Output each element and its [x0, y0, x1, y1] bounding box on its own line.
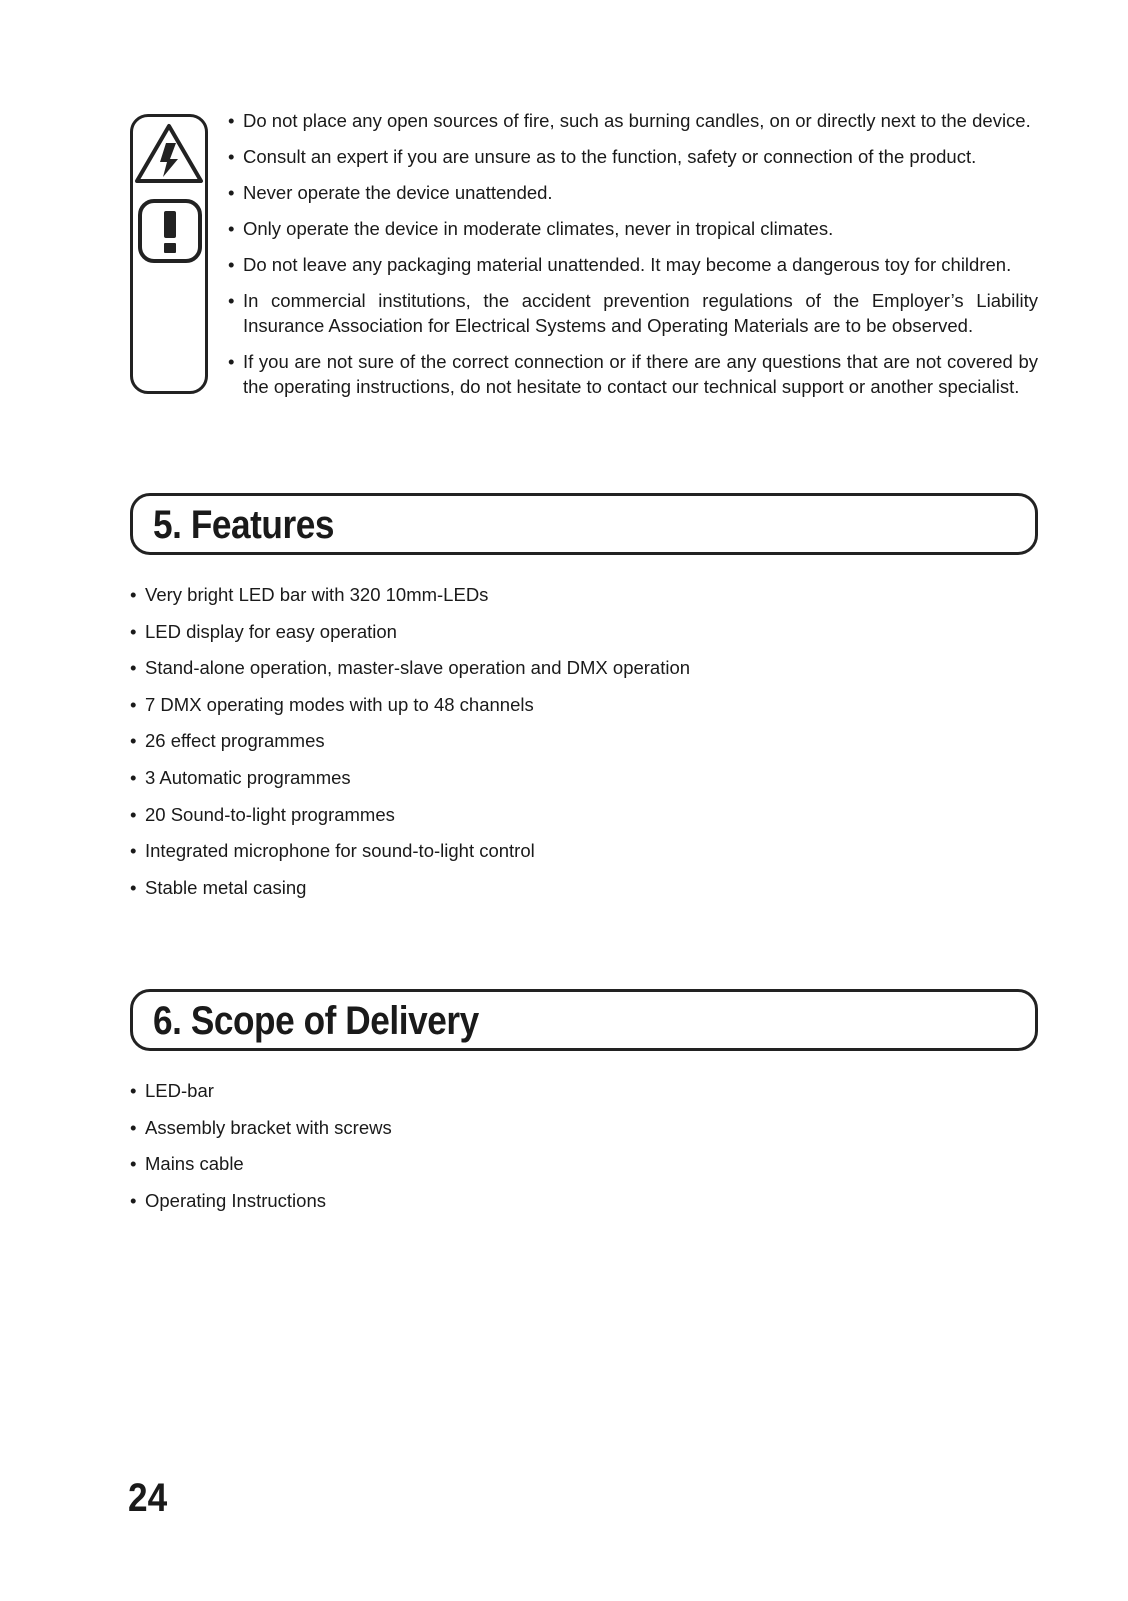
- high-voltage-warning-icon: [137, 126, 201, 181]
- bullet: •: [130, 584, 137, 605]
- list-item-text: Never operate the device unattended.: [243, 182, 553, 203]
- list-item: [130, 876, 830, 900]
- list-item: [130, 729, 830, 753]
- list-item-text: Assembly bracket with screws: [145, 1116, 392, 1138]
- bullet: •: [130, 1153, 137, 1175]
- list-item-text: If you are not sure of the correct connection or if there are any questions that are not covered by the operating instructions, do not hesitate to contact our technical support or another specialist.: [243, 351, 1038, 397]
- list-item: [228, 216, 1038, 241]
- list-item-text: 20 Sound-to-light programmes: [145, 803, 395, 825]
- list-item-text: Do not place any open sources of fire, such as burning candles, on or directly next to the device.: [243, 110, 1031, 131]
- list-item: [130, 1189, 830, 1213]
- warning-icon-panel: [130, 114, 208, 394]
- features-heading: 5. Features: [153, 503, 335, 547]
- bullet: •: [130, 876, 137, 898]
- bullet: •: [228, 254, 235, 275]
- bullet: •: [130, 840, 137, 862]
- warning-icons: [133, 117, 211, 397]
- list-item: [228, 288, 1038, 338]
- list-item-text: Very bright LED bar with 320 10mm-LEDs: [145, 584, 489, 605]
- list-item: [130, 766, 830, 790]
- list-item: [130, 1116, 830, 1140]
- list-item: [130, 839, 830, 863]
- list-item: [130, 1079, 830, 1103]
- delivery-list: [130, 1079, 830, 1225]
- list-item-text: 26 effect programmes: [145, 730, 325, 752]
- bullet: •: [130, 1189, 137, 1211]
- bullet: •: [228, 146, 235, 167]
- list-item: [130, 583, 830, 607]
- bullet: •: [228, 182, 235, 203]
- list-item: [130, 620, 830, 644]
- list-item: [130, 693, 830, 717]
- exclamation-warning-icon: [140, 201, 200, 261]
- list-item-text: In commercial institutions, the accident prevention regulations of the Employer’s Liability Insurance Association for Electrical Systems and Operating Materials are to be observed.: [243, 290, 1038, 336]
- features-list: [130, 583, 830, 912]
- bullet: •: [130, 620, 137, 642]
- list-item-text: LED-bar: [145, 1080, 214, 1101]
- list-item: [130, 803, 830, 827]
- list-item: [228, 180, 1038, 205]
- list-item-text: Operating Instructions: [145, 1189, 326, 1211]
- list-item-text: Only operate the device in moderate climates, never in tropical climates.: [243, 218, 834, 239]
- list-item-text: Stand-alone operation, master-slave operation and DMX operation: [145, 657, 691, 679]
- bullet: •: [130, 693, 137, 715]
- features-section-header: [130, 493, 1038, 555]
- delivery-section-header: [130, 989, 1038, 1051]
- bullet: •: [130, 1116, 137, 1138]
- bullet: •: [130, 657, 137, 679]
- page-number: 24: [128, 1476, 168, 1520]
- list-item-text: 3 Automatic programmes: [145, 766, 351, 788]
- bullet: •: [130, 803, 137, 825]
- list-item-text: Do not leave any packaging material unattended. It may become a dangerous toy for children.: [243, 254, 1012, 275]
- bullet: •: [228, 110, 235, 131]
- list-item-text: Consult an expert if you are unsure as to the function, safety or connection of the product.: [243, 146, 977, 167]
- list-item: [228, 144, 1038, 169]
- list-item-text: Integrated microphone for sound-to-light control: [145, 840, 535, 862]
- bullet: •: [228, 290, 235, 311]
- delivery-heading: 6. Scope of Delivery: [153, 999, 479, 1043]
- bullet: •: [130, 730, 137, 752]
- bullet: •: [228, 218, 235, 239]
- list-item-text: Stable metal casing: [145, 876, 307, 898]
- list-item: [228, 349, 1038, 399]
- list-item: [228, 108, 1038, 133]
- list-item: [130, 1152, 830, 1176]
- list-item-text: Mains cable: [145, 1153, 244, 1175]
- bullet: •: [130, 766, 137, 788]
- bullet: •: [228, 351, 235, 372]
- list-item-text: 7 DMX operating modes with up to 48 channels: [145, 693, 534, 715]
- list-item-text: LED display for easy operation: [145, 620, 397, 642]
- bullet: •: [130, 1080, 137, 1101]
- list-item: [130, 656, 830, 680]
- list-item: [228, 252, 1038, 277]
- safety-instructions-list: [228, 108, 1038, 410]
